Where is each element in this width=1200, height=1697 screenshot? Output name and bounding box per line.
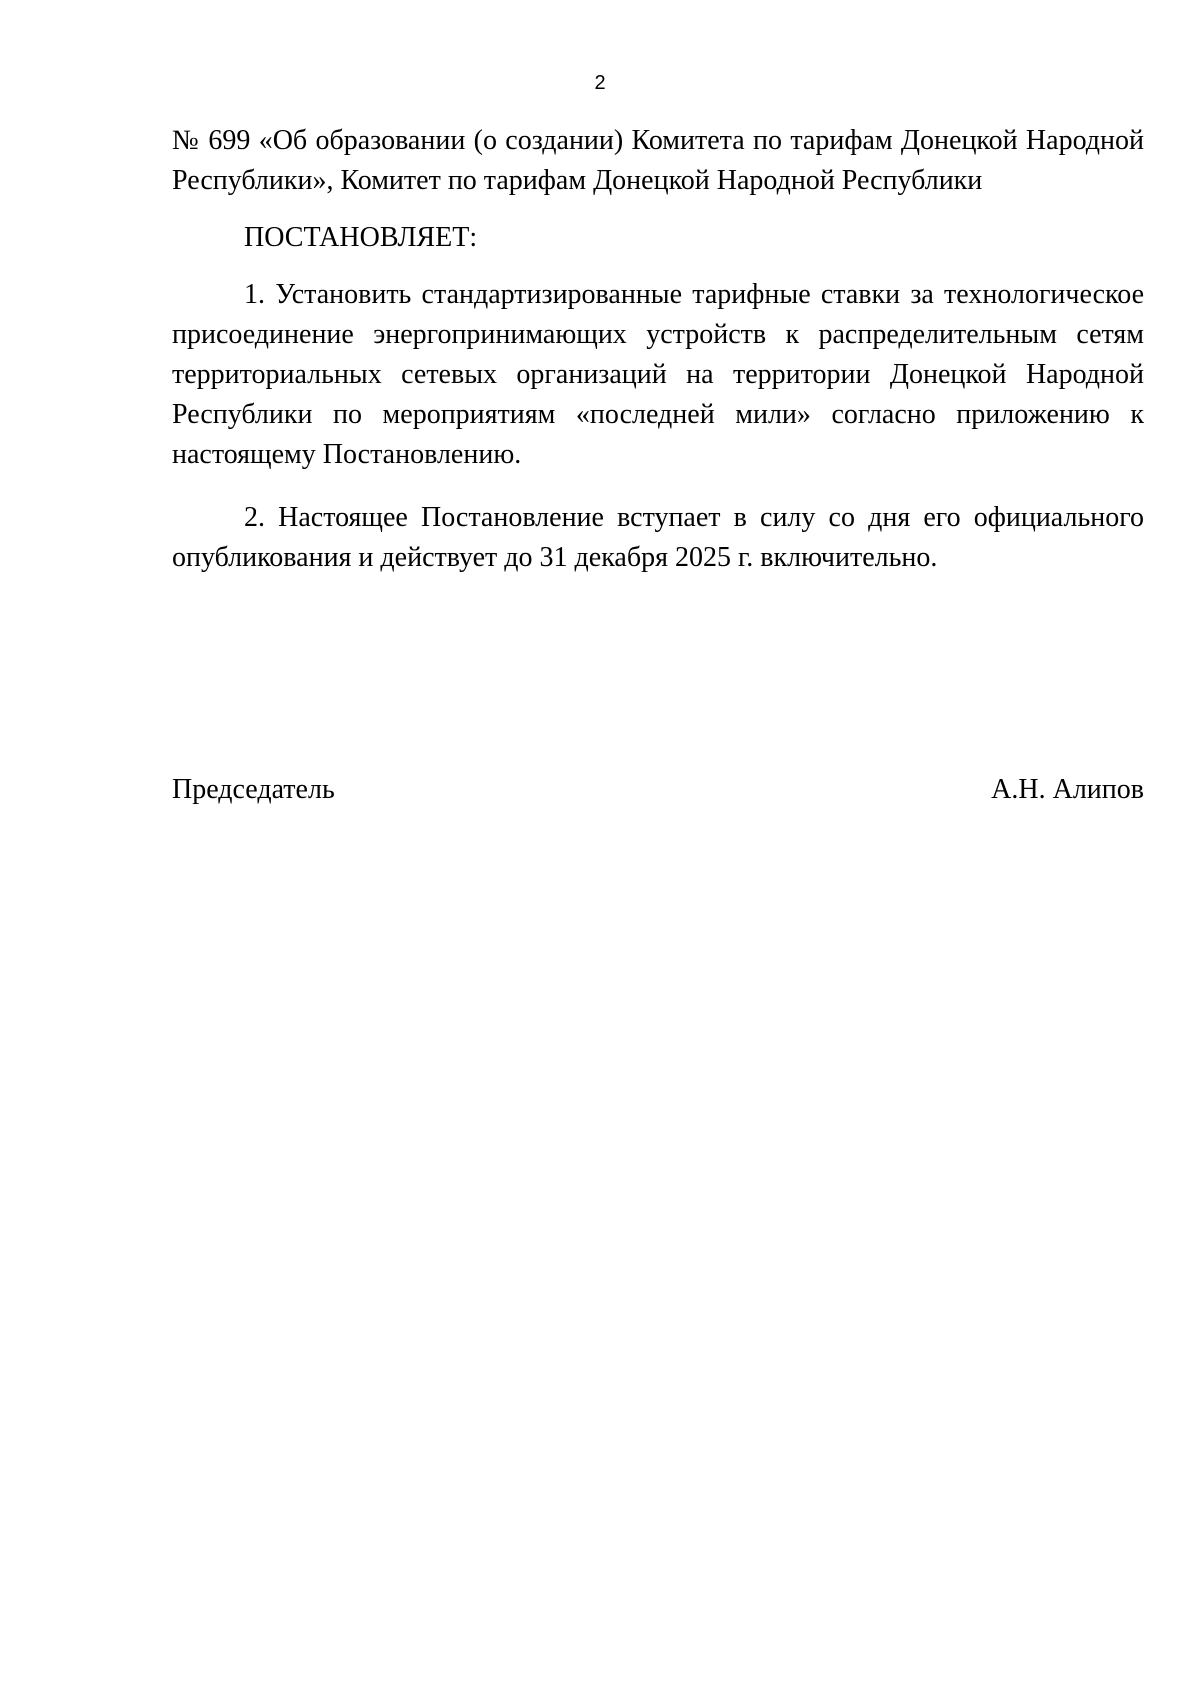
signature-name: А.Н. Алипов <box>991 774 1144 805</box>
item-2-paragraph: 2. Настоящее Постановление вступает в силу со дня его официального опубликования и действует до 31 декабря 2025 г. включительно. <box>172 502 1144 573</box>
item-1-paragraph: 1. Установить стандартизированные тарифные ставки за технологическое присоединение энергопринимающих устройств к распределительным сетям территориальных сетевых организаций на территории Донецкой Народной Республики по мероприятиям «последней мили» согласно приложению к настоящему Постановлению. <box>172 279 1144 470</box>
preamble-paragraph: № 699 «Об образовании (о создании) Комитета по тарифам Донецкой Народной Республики», Комитет по тарифам Донецкой Народной Республики <box>172 125 1144 196</box>
page-number: 2 <box>594 72 606 94</box>
resolves-heading: ПОСТАНОВЛЯЕТ: <box>244 222 478 253</box>
signature-position: Председатель <box>172 774 335 805</box>
signature-block <box>172 770 1144 810</box>
